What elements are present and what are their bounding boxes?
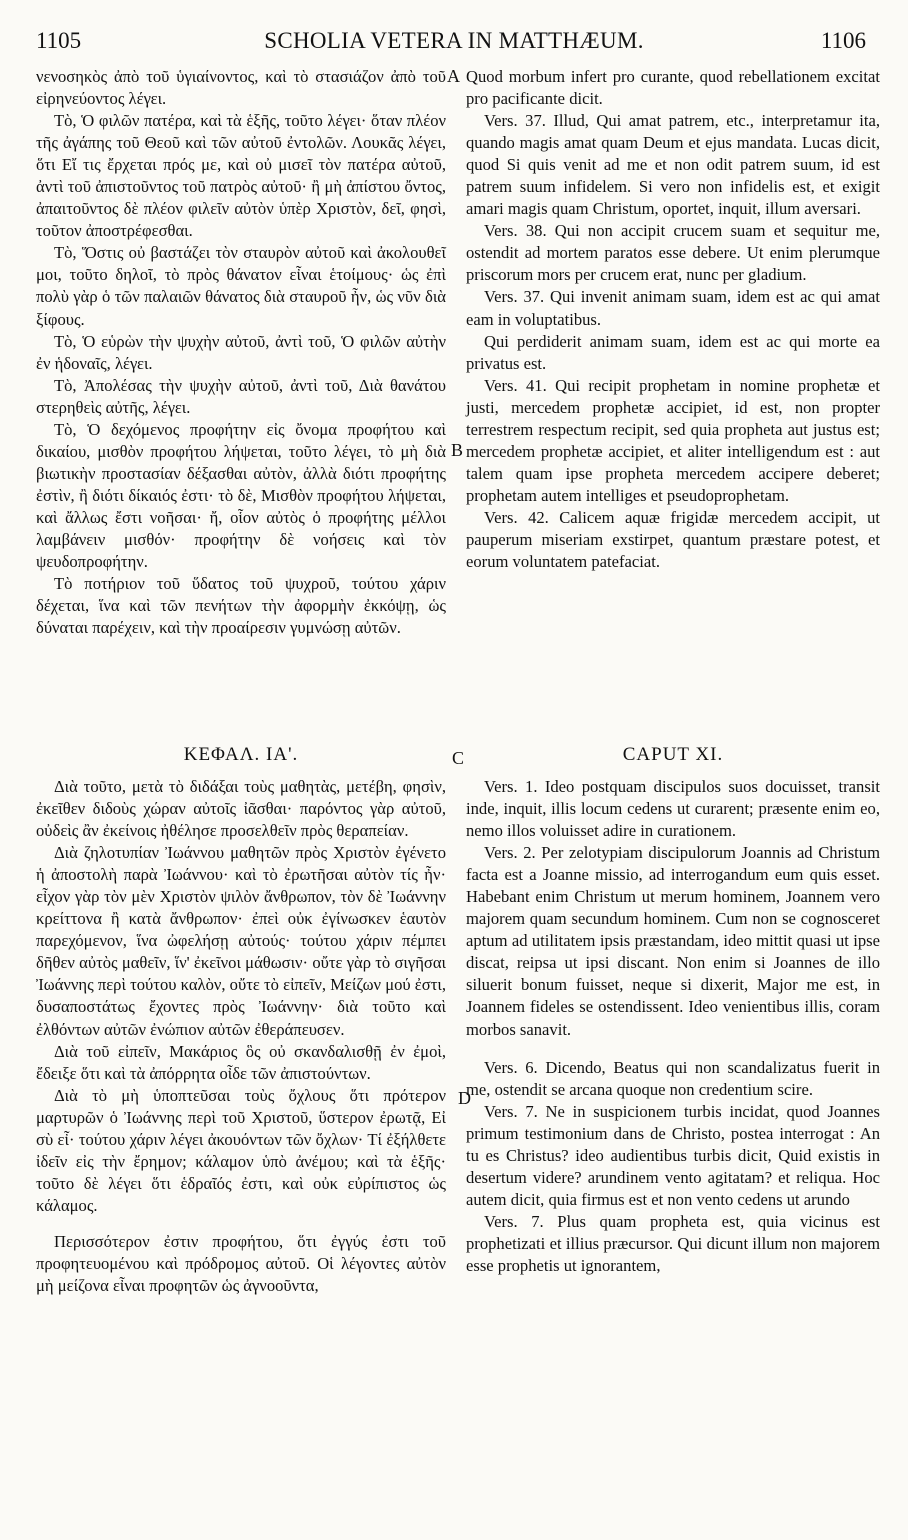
page-header [0,28,908,62]
greek-paragraph: Τὸ, Ὅστις οὐ βαστάζει τὸν σταυρὸν αὐτοῦ καὶ ἀκολουθεῖ μοι, τοῦτο δηλοῖ, τὸ πρὸς θάνατον εἶναι ἑτοίμους· ὡς ἐπὶ πολὺ γὰρ ὁ τῶν παλαιῶν θάνατος διὰ σταυροῦ ἦν, ὡς νῦν διὰ ξίφους. [36,243,446,329]
latin-paragraph: Quod morbum infert pro curante, quod rebellationem excitat pro pacificante dicit. [466,67,880,109]
greek-paragraph: Περισσότερον ἐστιν προφήτου, ὅτι ἐγγύς ἐστι τοῦ προφητευομένου καὶ πρόδρομος αὐτοῦ. Οἱ λέγοντες αὐτὸν μὴ μείζονα εἶναι προφητῶν ὡς ἀγνοοῦντα, [36,1231,446,1296]
marker-b: B [451,440,464,460]
latin-paragraph: Vers. 7. Plus quam propheta est, quia vicinus est prophetizati et illius præcursor. Qui dicunt illum non majorem esse prophetis ut ignorantem, [466,1211,880,1275]
greek-paragraph: Διὰ τοῦτο, μετὰ τὸ διδάξαι τοὺς μαθητὰς, μετέβη, φησὶν, ἐκεῖθεν διδοὺς χώραν αὐτοῖς ἰᾶσθαι· παρόντος γὰρ αὐτοῦ, οὐδεὶς ἂν ἐκείνοις ἠθέλησε προσελθεῖν πρὸς θεραπείαν. [36,777,446,841]
greek-column-bottom [36,776,446,1297]
marker-d: D [458,1088,471,1108]
latin-paragraph: Vers. 2. Per zelotypiam discipulorum Joannis ad Christum facta est a Joanne missio, ad interrogandum eum quis esset. Habebant enim Christum ut merum hominem, Joannem vero majorem quam secundum hominem. Cum non se cognosceret aptum ad utilitatem ipsis præstandam, ideo mittit quasi ut ipse discat, reipsa ut ipsi discant. Non enim si Joannes de illo siluerit bonum fuisset, neque si dixerit, Major me est, in Joannem fideles se ostendissent. Ideo venientibus illis, coram morbos sanavit. [466,843,880,1039]
greek-paragraph: Τὸ, Ὁ εὑρὼν τὴν ψυχὴν αὐτοῦ, ἀντὶ τοῦ, Ὁ φιλῶν αὐτὴν ἐν ἡδοναῖς, λέγει. [36,331,446,373]
chapter-heading-latin: CAPUT XI. [622,744,724,765]
running-title: SCHOLIA VETERA IN MATTHÆUM. [264,28,644,53]
greek-paragraph: Διὰ ζηλοτυπίαν Ἰωάννου μαθητῶν πρὸς Χριστὸν ἐγένετο ἡ ἀποστολὴ παρὰ Ἰωάννου· καὶ τὸ ἐρωτῆσαι αὐτὸν τίς ἦν· εἶχον γὰρ τὸν μὲν Χριστὸν ψιλὸν ἄνθρωπον, τὸν δὲ Ἰωάννην κρείττονα ἢ κατὰ ἄνθρωπον· ἐπεὶ οὐκ ἐγίνωσκεν ἑαυτὸν παρεχόμενον, ἵνα ὠφελήσῃ αὐτούς· τούτου χάριν πέμπει δῆθεν αὐτὸς μαθεῖν, ἵν' ἐκεῖνοι μάθωσιν· οὔτε γὰρ τὸ σιγῆσαι Ἰωάννης περὶ τούτου καλὸν, οὔτε τὸ εἰπεῖν, Μείζων μού ἐστι, δυσαποστάτως ἔχοντες πρὸς Ἰωάννην· διὰ τοῦτο καὶ ἐλθόντων αὐτῶν ἐνώπιον αὐτῶν ἐθεράπευσεν. [36,843,446,1039]
latin-paragraph: Vers. 7. Ne in suspicionem turbis incidat, quod Joannes primum testimonium dans de Christo, postea interrogat : An tu es Christus? ideo audientibus turbis dicit, Quid existis in desertum videre? arundinem vento agitatam? et reliqua. Hoc autem dicit, quia firmus est et non vento cedens ut arundo [466,1101,880,1209]
latin-paragraph: Vers. 37. Illud, Qui amat patrem, etc., interpretamur ita, quando magis amat quam Deum et ejus mandata. Lucas dicit, quod Si quis venit ad me et non odit patrem suum, id est patrem suum infidelem. Si vero non infidelis est, et exigit amari magis quam Christum, oportet, inquit, illum aversari. [466,111,880,219]
greek-paragraph: Τὸ ποτήριον τοῦ ὕδατος τοῦ ψυχροῦ, τούτου χάριν δέχεται, ἵνα καὶ τῶν πενήτων τὴν ἀφορμὴν ἐκκόψῃ, ὡς δύναται παρέχειν, καὶ τὴν προαίρεσιν γυμνώσῃ αὐτῶν. [36,574,446,638]
latin-paragraph: Vers. 38. Qui non accipit crucem suam et sequitur me, ostendit ad mortem paratos esse debere. Ut enim plerumque priscorum mors per crucem erat, nunc per gladium. [466,221,880,285]
latin-column-top [466,66,880,573]
greek-paragraph: νενοσηκὸς ἀπὸ τοῦ ὑγιαίνοντος, καὶ τὸ στασιάζον ἀπὸ τοῦ εἰρηνεύοντος λέγει. [36,67,446,109]
marker-c: C [452,748,465,768]
latin-paragraph: Qui perdiderit animam suam, idem est ac qui morte ea privatus est. [466,331,880,373]
page-number-left: 1105 [36,28,82,53]
greek-paragraph: Τὸ, Ὁ δεχόμενος προφήτην εἰς ὄνομα προφήτου καὶ δικαίου, μισθὸν προφήτου λήψεται, τοῦτο λέγει, τὸ μὴ διὰ βιωτικὴν προστασίαν δέξασθαι αὐτὸν, ἀλλὰ διότι προφήτης ἐστὶν, ἢ διότι δίκαιός ἐστι· τὸ δὲ, Μισθὸν προφήτου λήψεται, καὶ ἄλλως ἔστι νοῆσαι· ἤ, οἷον αὐτὸς ὁ προφήτης μέλλοι λαμβάνειν μισθόν· προφήτην δὲ νοήσεις καὶ τὸν ψευδοπροφήτην. [36,419,446,572]
chapter-heading-greek: ΚΕΦΑΛ. ΙΑ'. [183,744,299,765]
marker-a: A [447,66,460,86]
latin-paragraph: Vers. 41. Qui recipit prophetam in nomine prophetæ et justi, mercedem prophetæ accipiet, id est, non propter terrestrem respectum recipit, sed quia propheta aut justus est; mercedem prophetæ accipiet, et aliter intelligendum est : aut talem quam ipse propheta mercedem accipere deberet; prophetam autem intelliges et pseudoprophetam. [466,375,880,505]
latin-paragraph: Vers. 37. Qui invenit animam suam, idem est ac qui amat eam in voluptatibus. [466,287,880,329]
latin-column-bottom [466,776,880,1277]
greek-paragraph: Τὸ, Ὁ φιλῶν πατέρα, καὶ τὰ ἑξῆς, τοῦτο λέγει· ὅταν πλέον τῆς ἀγάπης τοῦ Θεοῦ καὶ τῶν αὐτοῦ ἐντολῶν. Λουκᾶς λέγει, ὅτι Εἴ τις ἔρχεται πρός με, καὶ οὐ μισεῖ τὸν πατέρα αὐτοῦ, ἀντὶ τοῦ ἀπιστοῦντος τοῦ πατρὸς αὐτοῦ· ἢ μὴ ἀπίστου ὄντος, ἀπαιτοῦντος δὲ πλέον φιλεῖν αὐτὸν ὑπὲρ Χριστὸν, δεῖ, φησὶ, τοῦτον ἀποστρέφεσθαι. [36,111,446,241]
greek-paragraph: Διὰ τὸ μὴ ὑποπτεῦσαι τοὺς ὄχλους ὅτι πρότερον μαρτυρῶν ὁ Ἰωάννης περὶ τοῦ Χριστοῦ, ὕστερον ἐρωτᾷ, Εἰ σὺ εἶ· τούτου χάριν λέγει ἀκουόντων τῶν ὄχλων· Τί ἐξήλθετε ἰδεῖν εἰς τὴν ἔρημον; κάλαμον ὑπὸ ἀνέμου; καὶ τὰ ἑξῆς· τοῦτο δὲ λέγει ὅτι ἑδραῖός ἐστι, καὶ οὐκ εὐρίπιστος ὡς κάλαμος. [36,1085,446,1215]
page-number-right: 1106 [820,28,866,53]
greek-paragraph: Διὰ τοῦ εἰπεῖν, Μακάριος ὃς οὐ σκανδαλισθῇ ἐν ἐμοὶ, ἔδειξε ὅτι καὶ τὰ ἀπόρρητα οἶδε τῶν ἀπιστούντων. [36,1041,446,1083]
latin-paragraph: Vers. 6. Dicendo, Beatus qui non scandalizatus fuerit in me, ostendit se arcana quoque non credentium scire. [466,1057,880,1099]
latin-paragraph: Vers. 42. Calicem aquæ frigidæ mercedem accipit, ut pauperum miseriam exstirpet, quantum præstare potest, et eorum voluntatem patefaciat. [466,507,880,572]
latin-paragraph: Vers. 1. Ideo postquam discipulos suos docuisset, transit inde, inquit, illis locum cedens ut curarent; præsente enim eo, nemo illos voluisset adire in curationem. [466,777,880,841]
greek-paragraph: Τὸ, Ἀπολέσας τὴν ψυχὴν αὐτοῦ, ἀντὶ τοῦ, Διὰ θανάτου στερηθεὶς αὐτῆς, λέγει. [36,375,446,417]
greek-column-top [36,66,446,639]
